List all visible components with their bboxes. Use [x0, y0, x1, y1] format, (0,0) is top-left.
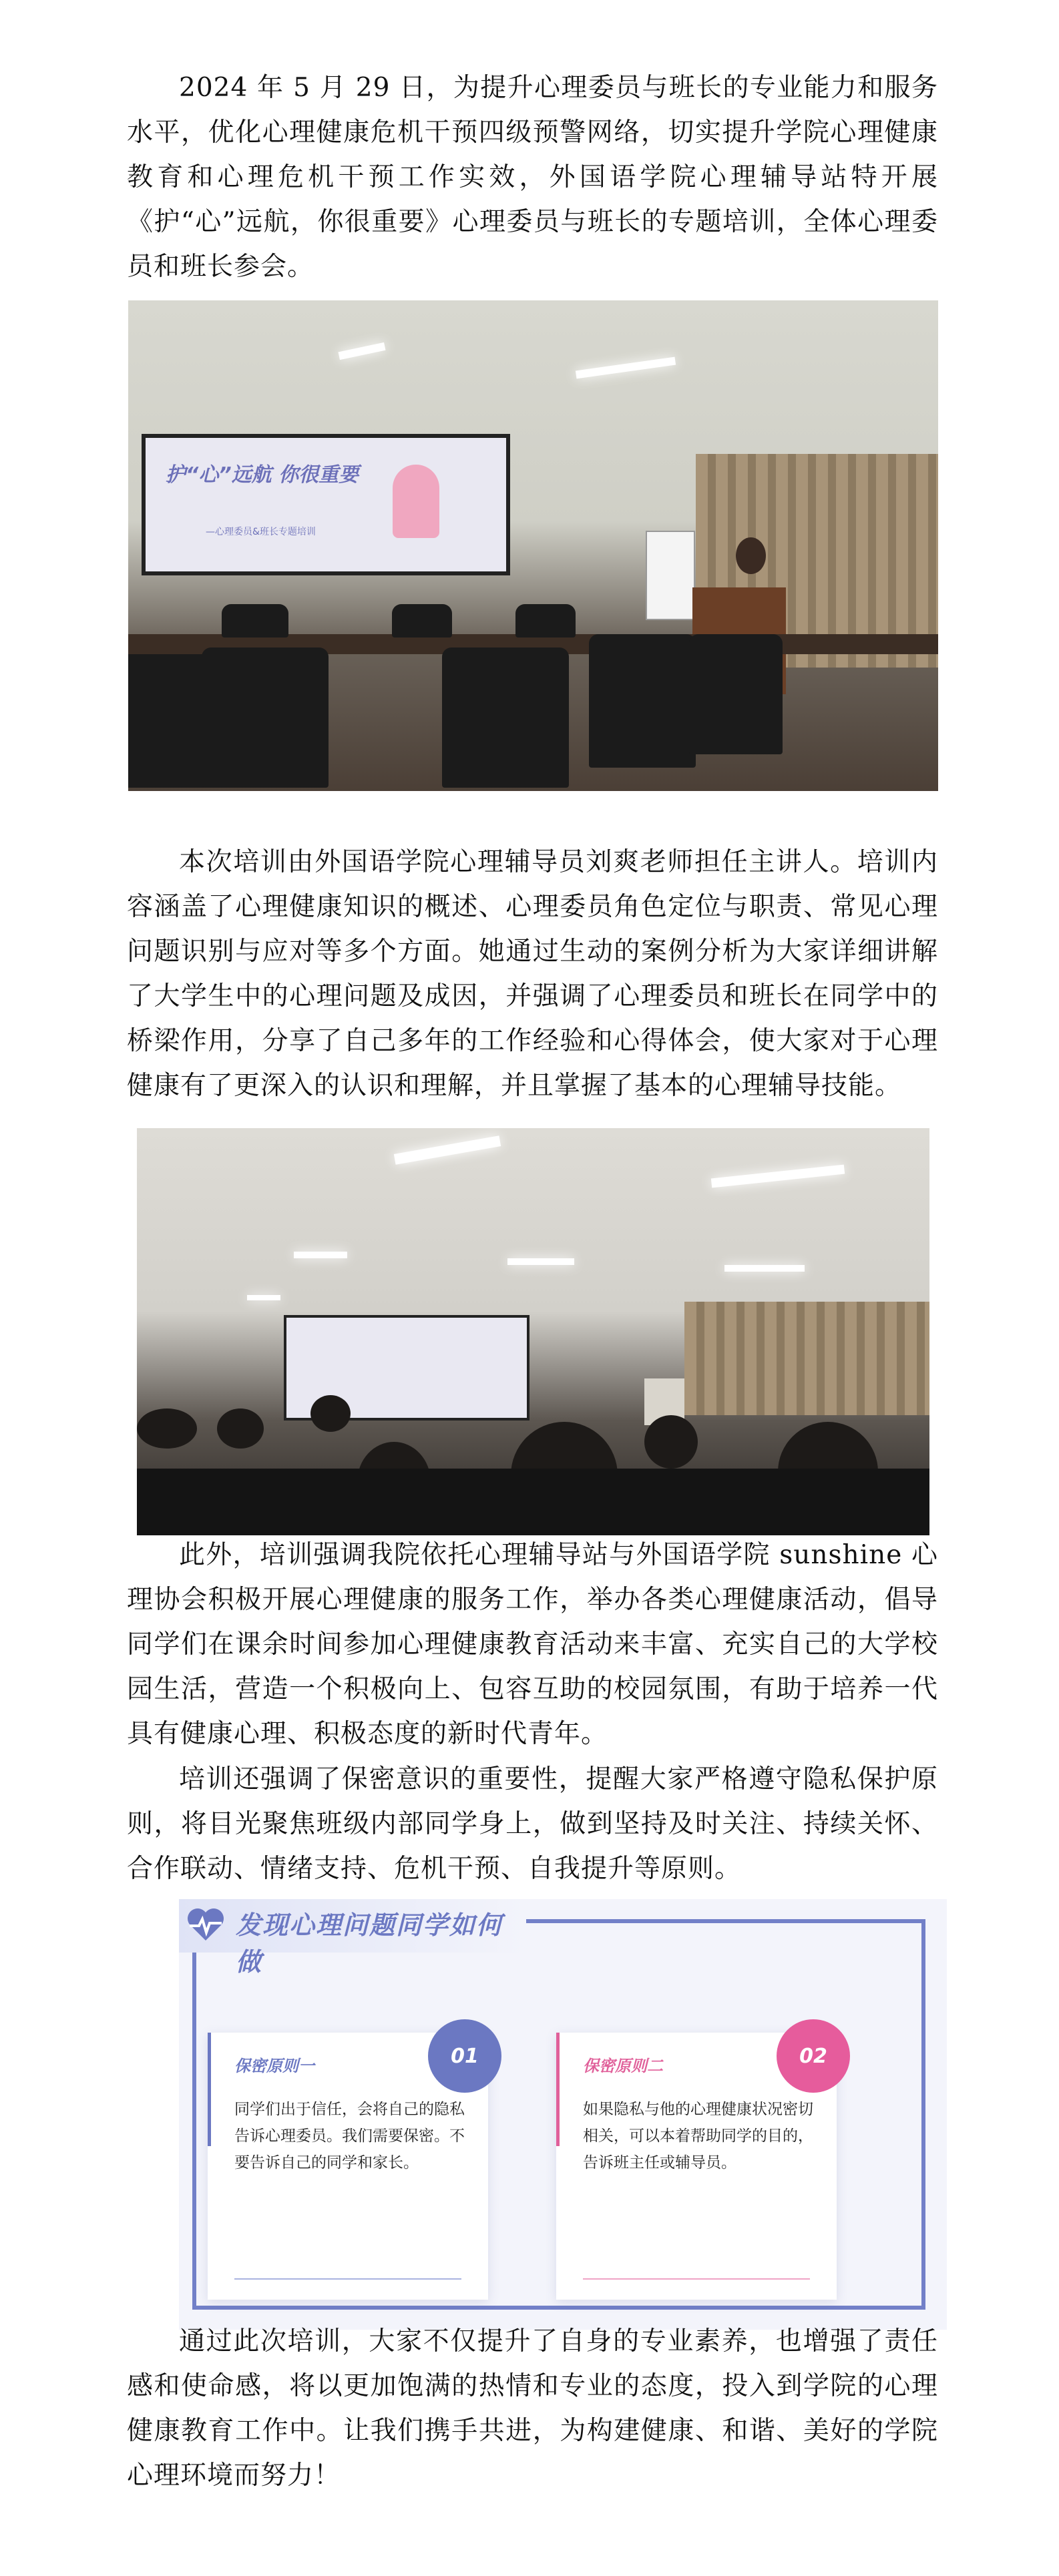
principle-card-1 — [208, 2033, 488, 2300]
card-accent-line — [556, 2033, 560, 2146]
audience-member — [137, 1408, 197, 1449]
card-title: 保密原则二 — [583, 2057, 663, 2075]
chair — [689, 634, 783, 754]
ceiling-light — [294, 1252, 347, 1258]
air-conditioner — [646, 531, 695, 620]
chair — [222, 604, 288, 637]
seat-row — [137, 1469, 929, 1535]
lecture-hall-photo — [137, 1128, 929, 1535]
ceiling-light — [724, 1265, 805, 1272]
screen-title: 护“心”远航 你很重要 — [166, 463, 359, 487]
ceiling-light — [339, 342, 386, 360]
window-curtain — [684, 1302, 929, 1415]
ceiling-light — [394, 1135, 501, 1165]
article-paragraph-4: 培训还强调了保密意识的重要性，提醒大家严格遵守隐私保护原则，将目光聚焦班级内部同学身上，做到坚持及时关注、持续关怀、合作联动、情绪支持、危机干预、自我提升等原则。 — [127, 1764, 938, 1884]
card-title: 保密原则一 — [234, 2057, 314, 2075]
slide-title: 发现心理问题同学如何做 — [236, 1910, 503, 1977]
card-divider — [583, 2278, 810, 2280]
ceiling-light — [576, 357, 676, 379]
chair — [515, 604, 576, 637]
ceiling-light — [711, 1165, 845, 1188]
ceiling-light — [247, 1295, 280, 1300]
confidentiality-slide — [179, 1899, 947, 2330]
speaker — [736, 537, 766, 574]
chair — [392, 604, 452, 637]
audience-member — [217, 1408, 264, 1449]
card-number-badge: 02 — [777, 2019, 850, 2093]
article-paragraph-1: 2024 年 5 月 29 日，为提升心理委员与班长的专业能力和服务水平，优化心理健康危机干预四级预警网络，切实提升学院心理健康教育和心理危机干预工作实效，外国语学院心理辅导站特开展《护“心”远航，你很重要》心理委员与班长的专题培训，全体心理委员和班长参会。 — [127, 73, 938, 282]
principle-card-2 — [556, 2033, 837, 2300]
ceiling-light — [507, 1258, 574, 1265]
article-paragraph-5: 通过此次培训，大家不仅提升了自身的专业素养，也增强了责任感和使命感，将以更加饱满的热情和专业的态度，投入到学院的心理健康教育工作中。让我们携手共进，为构建健康、和谐、美好的学院心理环境而努力！ — [127, 2326, 938, 2491]
audience-member — [310, 1395, 351, 1432]
article-paragraph-2: 本次培训由外国语学院心理辅导员刘爽老师担任主讲人。培训内容涵盖了心理健康知识的概述、心理委员角色定位与职责、常见心理问题识别与应对等多个方面。她通过生动的案例分析为大家详细讲解了大学生中的心理问题及成因，并强调了心理委员和班长在同学中的桥梁作用，分享了自己多年的工作经验和心得体会，使大家对于心理健康有了更深入的认识和理解，并且掌握了基本的心理辅导技能。 — [127, 847, 938, 1101]
card-divider — [234, 2278, 461, 2280]
article-paragraph-3: 此外，培训强调我院依托心理辅导站与外国语学院 sunshine 心理协会积极开展心理健康的服务工作，举办各类心理健康活动，倡导同学们在课余时间参加心理健康教育活动来丰富、充实自己的大学校园生活，营造一个积极向上、包容互助的校园氛围，有助于培养一代具有健康心理、积极态度的新时代青年。 — [127, 1540, 938, 1749]
training-room-photo — [128, 300, 938, 791]
card-text: 同学们出于信任，会将自己的隐私告诉心理委员。我们需要保密。不要告诉自己的同学和家长。 — [234, 2101, 465, 2171]
screen-subtitle: —心理委员&班长专题培训 — [206, 527, 316, 537]
slide-header — [179, 1899, 526, 1977]
chair — [202, 648, 329, 788]
card-number-badge: 01 — [428, 2019, 501, 2093]
projection-screen — [142, 434, 510, 575]
chair — [442, 648, 569, 788]
card-text: 如果隐私与他的心理健康状况密切相关，可以本着帮助同学的目的，告诉班主任或辅导员。 — [583, 2101, 813, 2171]
audience-member — [644, 1415, 698, 1469]
heartbeat-icon — [186, 1907, 226, 1942]
card-accent-line — [208, 2033, 211, 2146]
screen-figure — [393, 465, 439, 538]
chair — [589, 634, 696, 768]
